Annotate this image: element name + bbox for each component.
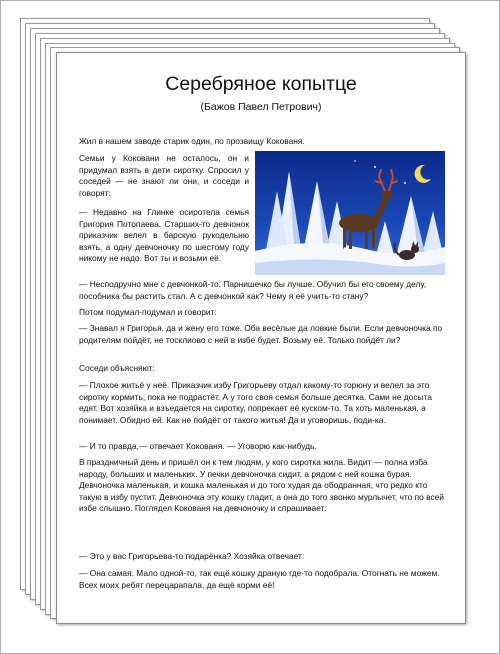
paragraph: — Несподручно мне с девчонкой-то. Парнишечко бы лучше. Обучил бы его своему делу, пособника бы растить стал. А с девчонкой как? Чему я её учить-то стану? — [79, 279, 427, 301]
paragraph: — Знавал я Григорья, да и жену его тоже. Оба весёлые да ловкие были. Если девчоночка по родителям пойдёт, не тосклиовo с ней в избе будет. Возьму её. Только пойдёт ли? — [79, 323, 443, 345]
paragraph: Соседи объясняют: — [79, 363, 155, 373]
document-page — [56, 52, 466, 624]
paragraph: Семьи у Коковани не осталось, он и придумал взять в дети сиротку. Спросил у соседей — не знают ли они, и соседи и говорят: — [79, 153, 249, 198]
document-title: Серебряное копытце — [165, 73, 357, 95]
paragraph: — Недавно на Глинке осиротела семья Григория Потопаева. Старших-то девчонок приказчик велел в барскую рукодельню взять, а одну девчоночку по шестому году никому не надо. Вот ты и возьми её. — [79, 207, 249, 264]
paragraph: — Это у вас Григорьева-то подарёнка? Хозяйка отвечает: — [79, 551, 305, 561]
illustration-svg — [255, 151, 445, 275]
paragraph: — Она самая. Мало одной-то, так ещё кошку драную где-то подобрала. Отогнать не можем. Всех моих ребят перецарапала, да ещё корми её! — [79, 568, 440, 590]
deer-in-winter-forest-illustration — [255, 151, 445, 275]
document-author: (Бажов Павел Петрович) — [200, 101, 322, 113]
paragraph: Потом подумал-подумал и говорит: — [79, 307, 217, 317]
paragraph: — И то правда,— отвечает Кокованя. — Уговорю как-нибудь. — [79, 441, 317, 451]
paragraph: — Плохое житьё у неё. Приказчик избу Григорьеву отдал какому-то горюну и велел за это сиротку кормить, пока не подрастёт. А у того своя семья больше десятка. Сами не досыта едят. Вот хозяйка и взъедается на сиротку, попрекает её куском-то. Та хоть маленькая, а понимает. Обидно ей. Как не пойдёт от такого житья! Да и уговоришь, поди-ка. — [79, 380, 432, 425]
paragraph: В праздничный день и пришёл он к тем людям, у кого сиротка жила. Видит — полна изба народу, больших и маленьких. У печки девчоночка сидит, а рядом с ней кошка бурая. Девчоночка маленькая, и кошка маленькая и до того худая да ободранная, что редко кто такую в избу пустит. Девчоночка эту кошку гладит, а она до того звонко мурлычет, что по всей избе слышно. Поглядел Кокованя на девчоночку и спрашивает: — [79, 457, 444, 514]
paragraph: Жил в нашем заводе старик один, по прозвищу Кокованя. — [79, 136, 305, 146]
